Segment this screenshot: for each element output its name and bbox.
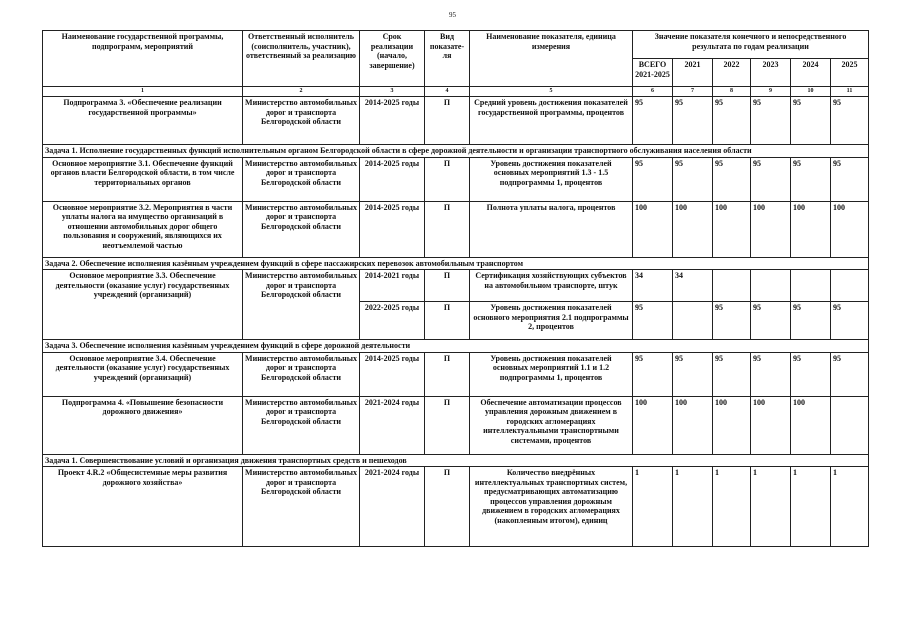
row-value: 95 [791, 302, 831, 340]
row-value: 95 [831, 97, 869, 145]
header-year: 2021 [673, 59, 713, 87]
row-name: Основное мероприятие 3.2. Мероприятия в части уплаты налога на имущество организаций в отношении автомобильных дорог общего пользования и сооружений, являющихся их неотъемлемой частью [43, 201, 243, 257]
row-value: 95 [673, 97, 713, 145]
row-value: 95 [713, 157, 751, 201]
table-row [43, 270, 869, 302]
task-row [43, 340, 869, 353]
task-row [43, 257, 869, 270]
col-number: 8 [713, 87, 751, 97]
row-value: 95 [673, 157, 713, 201]
row-value: 95 [713, 302, 751, 340]
table-row [43, 201, 869, 257]
row-value [791, 270, 831, 302]
row-name: Основное мероприятие 3.3. Обеспечение деятельности (оказание услуг) государственных учреждений (организаций) [43, 270, 243, 340]
table-row [43, 396, 869, 454]
row-value: 95 [751, 302, 791, 340]
task-title: Задача 3. Обеспечение исполнения казённым учреждением функций в сфере дорожной деятельности [43, 340, 869, 353]
column-numbers-row [43, 87, 869, 97]
row-indicator: Сертификация хозяйствующих субъектов на автомобильном транспорте, штук [470, 270, 633, 302]
row-value: 95 [751, 97, 791, 145]
row-name: Основное мероприятие 3.1. Обеспечение функций органов власти Белгородской области, в том числе территориальных органов [43, 157, 243, 201]
row-kind: П [425, 270, 470, 302]
row-value: 100 [831, 201, 869, 257]
row-kind: П [425, 396, 470, 454]
table-row [43, 97, 869, 145]
row-value: 95 [673, 352, 713, 396]
row-value: 1 [831, 467, 869, 547]
row-value: 100 [633, 201, 673, 257]
header-year: 2022 [713, 59, 751, 87]
row-responsible: Министерство автомобильных дорог и транспорта Белгородской области [243, 201, 360, 257]
header-indicator: Наименование показателя, единица измерения [470, 31, 633, 87]
row-term: 2022-2025 годы [360, 302, 425, 340]
row-indicator: Уровень достижения показателей основного мероприятия 2.1 подпрограммы 2, процентов [470, 302, 633, 340]
header-year: 2023 [751, 59, 791, 87]
row-value: 100 [791, 396, 831, 454]
header-term: Срок реализации (начало, завершение) [360, 31, 425, 87]
col-number: 10 [791, 87, 831, 97]
header-year: 2024 [791, 59, 831, 87]
table-row [43, 467, 869, 547]
row-responsible: Министерство автомобильных дорог и транспорта Белгородской области [243, 97, 360, 145]
col-number: 1 [43, 87, 243, 97]
col-number: 7 [673, 87, 713, 97]
row-kind: П [425, 467, 470, 547]
row-indicator: Обеспечение автоматизации процессов управления дорожным движением в городских агломерациях интеллектуальными транспортными системами, процентов [470, 396, 633, 454]
task-title: Задача 1. Совершенствование условий и организация движения транспортных средств и пешеходов [43, 454, 869, 467]
header-responsible: Ответственный исполнитель (соисполнитель, участник), ответственный за реализацию [243, 31, 360, 87]
row-responsible: Министерство автомобильных дорог и транспорта Белгородской области [243, 467, 360, 547]
header-year: 2025 [831, 59, 869, 87]
table-row [43, 352, 869, 396]
row-value: 100 [633, 396, 673, 454]
row-kind: П [425, 97, 470, 145]
row-name: Подпрограмма 3. «Обеспечение реализации государственной программы» [43, 97, 243, 145]
row-value: 95 [713, 352, 751, 396]
col-number: 2 [243, 87, 360, 97]
row-value [831, 270, 869, 302]
row-value: 100 [673, 396, 713, 454]
row-indicator: Полнота уплаты налога, процентов [470, 201, 633, 257]
row-indicator: Уровень достижения показателей основных мероприятий 1.1 и 1.2 подпрограммы 1, процентов [470, 352, 633, 396]
row-value: 1 [633, 467, 673, 547]
row-value: 100 [751, 201, 791, 257]
col-number: 5 [470, 87, 633, 97]
row-kind: П [425, 157, 470, 201]
header-row [43, 31, 869, 59]
row-value: 95 [633, 97, 673, 145]
row-responsible: Министерство автомобильных дорог и транспорта Белгородской области [243, 352, 360, 396]
row-value [831, 396, 869, 454]
row-term: 2014-2025 годы [360, 97, 425, 145]
row-indicator: Средний уровень достижения показателей государственной программы, процентов [470, 97, 633, 145]
row-value: 95 [633, 352, 673, 396]
col-number: 11 [831, 87, 869, 97]
row-responsible: Министерство автомобильных дорог и транспорта Белгородской области [243, 157, 360, 201]
row-value: 100 [791, 201, 831, 257]
row-value: 95 [751, 352, 791, 396]
task-row [43, 454, 869, 467]
row-indicator: Количество внедрённых интеллектуальных транспортных систем, предусматривающих автоматизацию процессов управления дорожным движением в городских агломерациях (накопленным итогом), единиц [470, 467, 633, 547]
row-value: 95 [633, 302, 673, 340]
row-value [751, 270, 791, 302]
row-value: 34 [633, 270, 673, 302]
row-value: 95 [831, 157, 869, 201]
header-values-group: Значение показателя конечного и непосредственного результата по годам реализации [633, 31, 869, 59]
row-value: 95 [633, 157, 673, 201]
row-term: 2014-2021 годы [360, 270, 425, 302]
header-kind: Вид показате-ля [425, 31, 470, 87]
row-value: 1 [791, 467, 831, 547]
row-name: Проект 4.R.2 «Общесистемные меры развития дорожного хозяйства» [43, 467, 243, 547]
table-row [43, 157, 869, 201]
col-number: 9 [751, 87, 791, 97]
row-kind: П [425, 302, 470, 340]
row-value: 100 [713, 201, 751, 257]
task-row [43, 145, 869, 158]
row-value [713, 270, 751, 302]
row-term: 2021-2024 годы [360, 396, 425, 454]
row-value: 95 [791, 157, 831, 201]
header-name: Наименование государственной программы, подпрограмм, мероприятий [43, 31, 243, 87]
task-title: Задача 1. Исполнение государственных функций исполнительным органом Белгородской области в сфере дорожной деятельности и организации транспортного обслуживания населения области [43, 145, 869, 158]
row-kind: П [425, 352, 470, 396]
header-total: ВСЕГО 2021-2025 [633, 59, 673, 87]
row-value: 100 [673, 201, 713, 257]
row-value: 95 [791, 97, 831, 145]
row-name: Подпрограмма 4. «Повышение безопасности дорожного движения» [43, 396, 243, 454]
row-value: 95 [831, 352, 869, 396]
row-value: 95 [831, 302, 869, 340]
row-value: 95 [751, 157, 791, 201]
col-number: 4 [425, 87, 470, 97]
page-number: 95 [449, 11, 456, 19]
row-value: 1 [673, 467, 713, 547]
row-indicator: Уровень достижения показателей основных мероприятий 1.3 - 1.5 подпрограммы 1, процентов [470, 157, 633, 201]
row-term: 2014-2025 годы [360, 352, 425, 396]
col-number: 3 [360, 87, 425, 97]
row-value: 95 [791, 352, 831, 396]
row-responsible: Министерство автомобильных дорог и транспорта Белгородской области [243, 396, 360, 454]
row-value: 95 [713, 97, 751, 145]
row-term: 2014-2025 годы [360, 201, 425, 257]
row-term: 2021-2024 годы [360, 467, 425, 547]
task-title: Задача 2. Обеспечение исполнения казённым учреждением функций в сфере пассажирских перевозок автомобильным транспортом [43, 257, 869, 270]
row-value [673, 302, 713, 340]
row-value: 1 [751, 467, 791, 547]
row-value: 100 [713, 396, 751, 454]
indicators-table [42, 30, 869, 547]
row-responsible: Министерство автомобильных дорог и транспорта Белгородской области [243, 270, 360, 340]
row-value: 100 [751, 396, 791, 454]
col-number: 6 [633, 87, 673, 97]
row-kind: П [425, 201, 470, 257]
row-value: 1 [713, 467, 751, 547]
row-value: 34 [673, 270, 713, 302]
row-term: 2014-2025 годы [360, 157, 425, 201]
row-name: Основное мероприятие 3.4. Обеспечение деятельности (оказание услуг) государственных учреждений (организаций) [43, 352, 243, 396]
